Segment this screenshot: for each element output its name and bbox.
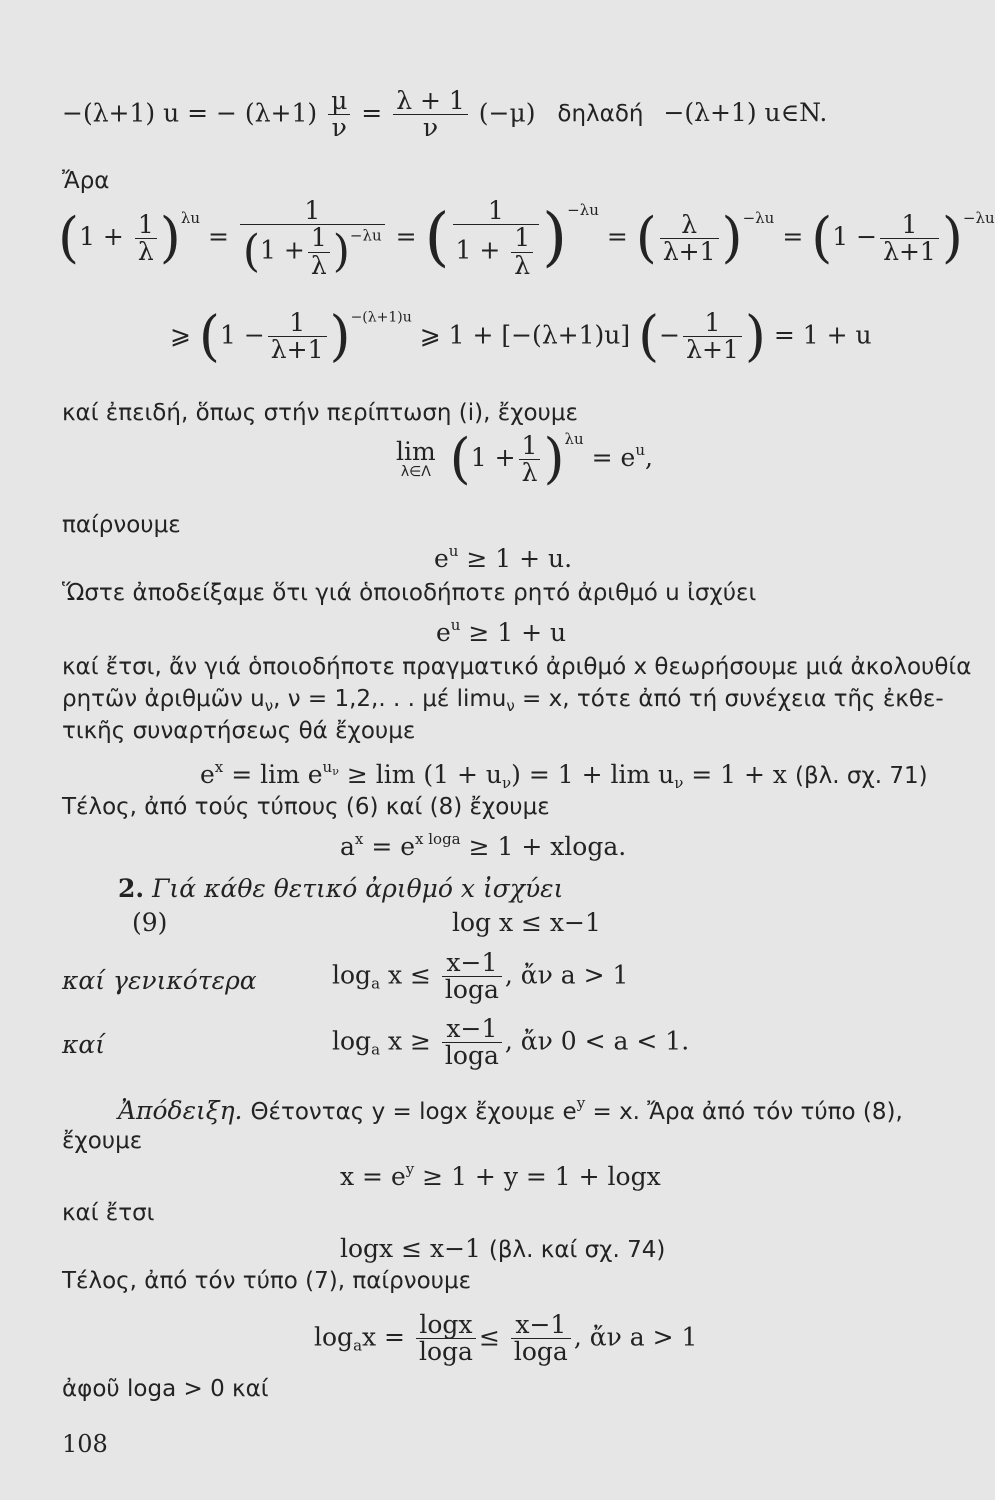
page-number: 108 bbox=[62, 1430, 108, 1458]
text-pairnoume: παίρνουμε bbox=[62, 512, 181, 538]
item-2-heading: 2. Γιά κάθε θετικό ἀριθμό x ἰσχύει bbox=[118, 874, 564, 903]
text-oste: Ὥστε ἀποδείξαμε ὅτι γιά ὁποιοδήποτε ρητό ἀριθμό u ἰσχύει bbox=[62, 580, 757, 606]
text-afou: ἀφοῦ loga > 0 καί bbox=[62, 1376, 269, 1402]
equation-eu-2: $e^u \ge 1 + u$ bbox=[436, 616, 567, 647]
text-genikotera: καί γενικότερα bbox=[62, 966, 257, 995]
text-kai-etsi-2: καί ἔτσι bbox=[62, 1200, 155, 1226]
text-epeidi: καί ἐπειδή, ὅπως στήν περίπτωση (i), ἔχουμε bbox=[62, 400, 578, 426]
equation-x-ey: $x = e^y \ge 1 + y = 1 + \log x$ bbox=[340, 1160, 661, 1191]
text-kai-etsi-1: καί ἔτσι, ἄν γιά ὁποιοδήποτε πραγματικό ἀριθμό x θεωρήσουμε μιά ἀκολουθία bbox=[62, 654, 972, 680]
equation-limit: lim λ∈Λ (1 + $\frac{1}{\lambda}$ )$^{\lambda u} = e^u$, bbox=[396, 427, 653, 491]
equation-lambda-u: −(λ+1) u = − (λ+1) $\frac{\mu}{\nu}$ = $\frac{\lambda + 1}{\nu}$ (−μ) δηλαδή −(λ+1) u∈N. bbox=[62, 86, 828, 143]
equation-logx: logx ≤ x−1 (βλ. καί σχ. 74) bbox=[340, 1234, 666, 1263]
word-dilladi: δηλαδή bbox=[557, 101, 644, 128]
equation-chain-2: ⩾ (1 − $\frac{1}{\lambda+1}$ )$^{-(\lambda+1)u}$ ⩾ 1 + [−(λ+1)u] (− $\frac{1}{\lambda+1}$ ) = 1 + u bbox=[170, 304, 872, 368]
text-telos-1: Τέλος, ἀπό τούς τύπους (6) καί (8) ἔχουμε bbox=[62, 794, 550, 820]
eq-conclusion: −(λ+1) u∈N. bbox=[663, 98, 828, 128]
equation-9: log x ≤ x−1 bbox=[452, 908, 601, 937]
fraction-one-over: 1 (1 + $\frac{1}{\lambda}$ )$^{-\lambda u}$ bbox=[240, 198, 385, 279]
equation-final: $\log_ax$ = $\frac{\log x}{\log a}$ ≤ $\frac{x-1}{\log a}$ , ἄν a > 1 bbox=[314, 1310, 698, 1367]
equation-loga-2: $\log_a x$ ≥ $\frac{x-1}{\log a}$ , ἄν 0 < a < 1. bbox=[332, 1014, 690, 1071]
equation-ax: $a^x = e^{x loga} \ge 1 + xloga$. bbox=[340, 830, 627, 861]
text-rhton: ρητῶν ἀριθμῶν $u_\nu$, ν = 1,2,. . . μέ limu$_\nu$ = x, τότε ἀπό τή συνέχεια τῆς ἐκθε- bbox=[62, 686, 944, 715]
text-telos-2: Τέλος, ἀπό τόν τύπο (7), παίρνουμε bbox=[62, 1268, 472, 1294]
text-tikis: τικῆς συναρτήσεως θά ἔχουμε bbox=[62, 718, 416, 744]
fraction-lambda-plus-1: $\frac{\lambda + 1}{\nu}$ bbox=[393, 88, 468, 142]
equation-ex: $e^x = \lim e^{u\nu} \ge \lim (1 + u_\nu) = 1 + \lim u_\nu = 1 + x$ (βλ. σχ. 71) bbox=[200, 758, 928, 792]
text-exoume: ἔχουμε bbox=[62, 1128, 143, 1154]
equation-chain-1: (1 + $\frac{1}{\lambda}$ )$^{\lambda u}$ = 1 (1 + $\frac{1}{\lambda}$ )$^{-\lambda u}$ = ( 1 1 + $\frac{1}{\lambda}$ )$^{-\lambda u}$ = ( $\frac{\lambda}{\lambda+1}$ )$^{-\lambda u}$ = (1 − $\frac{1}{\lambda+1}$ )$^{-\lambda u}$ bbox=[58, 196, 995, 280]
proof-line: Ἀπόδειξη. Θέτοντας y = logx ἔχουμε $e^y = x$. Ἄρα ἀπό τόν τύπο (8), bbox=[118, 1094, 903, 1125]
text-ara: Ἄρα bbox=[62, 168, 110, 194]
equation-eu-1: $e^u \ge 1 + u$. bbox=[434, 542, 573, 573]
equation-9-label: (9) bbox=[132, 908, 168, 937]
equation-loga-1: $\log_a x$ ≤ $\frac{x-1}{\log a}$ , ἄν a > 1 bbox=[332, 948, 629, 1005]
eq-lhs: −(λ+1) u = − (λ+1) bbox=[62, 98, 318, 128]
text-kai: καί bbox=[62, 1030, 106, 1059]
fraction-mu-nu: $\frac{\mu}{\nu}$ bbox=[328, 88, 350, 142]
